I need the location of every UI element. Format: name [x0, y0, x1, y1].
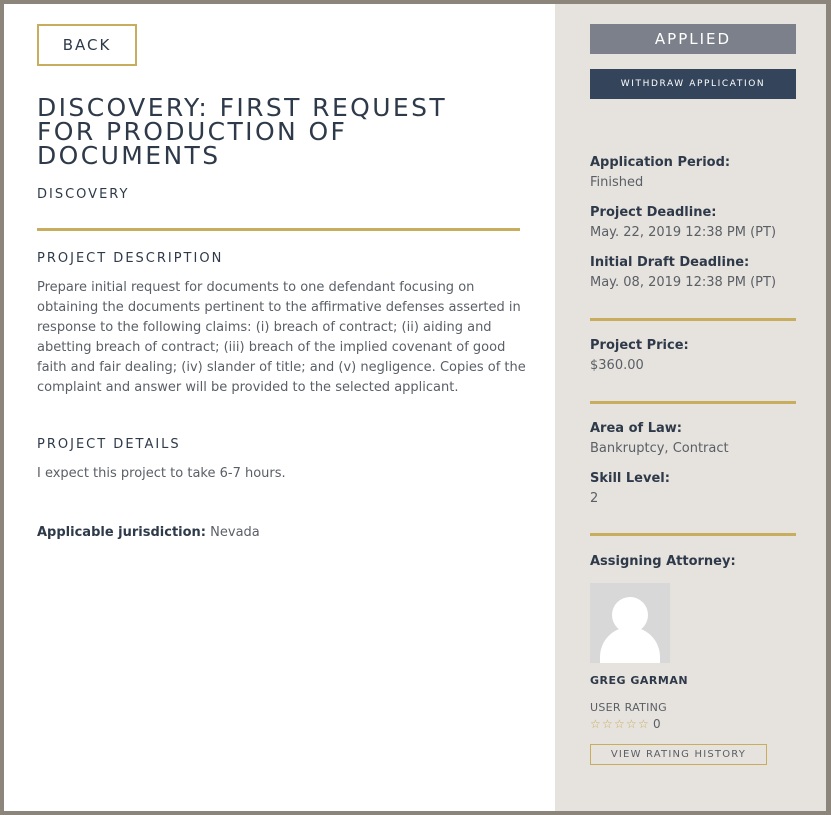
- draft-deadline-label: Initial Draft Deadline:: [590, 255, 750, 270]
- project-description-heading: PROJECT DESCRIPTION: [37, 251, 224, 266]
- star-outline-icon: ☆: [590, 717, 601, 731]
- project-description-text: Prepare initial request for documents to one defendant focusing on obtaining the documents pertinent to the affirmative defenses asserted in response to the following claims: (i) breach of contract; (ii) aiding and abetting breach of contract; (iii) breach of the implied covenant of good faith and fair dealing; (iv) slander of title; and (v) negligence. Copies of the complaint and answer will be provided to the selected applicant.: [37, 280, 526, 395]
- user-rating-stars: [590, 717, 661, 731]
- project-sidebar: [555, 4, 826, 811]
- skill-level-label: Skill Level:: [590, 471, 670, 486]
- star-outline-icon: ☆: [638, 717, 649, 731]
- back-button[interactable]: BACK: [37, 24, 137, 66]
- star-outline-icon: ☆: [626, 717, 637, 731]
- withdraw-application-button[interactable]: WITHDRAW APPLICATION: [590, 69, 796, 99]
- project-title: DISCOVERY: FIRST REQUEST FOR PRODUCTION OF DOCUMENTS: [37, 93, 448, 170]
- project-modal: [4, 4, 826, 811]
- view-rating-history-button[interactable]: VIEW RATING HISTORY: [590, 744, 767, 765]
- jurisdiction-label: Applicable jurisdiction:: [37, 525, 207, 540]
- project-category: DISCOVERY: [37, 187, 130, 202]
- default-user-avatar-icon: [590, 583, 670, 663]
- project-deadline-label: Project Deadline:: [590, 205, 717, 220]
- area-of-law-value: Bankruptcy, Contract: [590, 441, 729, 456]
- project-deadline-value: May. 22, 2019 12:38 PM (PT): [590, 225, 777, 240]
- draft-deadline-value: May. 08, 2019 12:38 PM (PT): [590, 275, 777, 290]
- jurisdiction: [37, 525, 260, 540]
- rating-count: 0: [653, 717, 661, 731]
- project-price-value: $360.00: [590, 358, 644, 373]
- divider: [590, 533, 796, 536]
- skill-level-value: 2: [590, 491, 599, 506]
- assigning-attorney-label: Assigning Attorney:: [590, 554, 736, 569]
- divider: [37, 228, 520, 231]
- project-main-panel: [4, 4, 555, 811]
- project-price-label: Project Price:: [590, 338, 689, 353]
- project-details-text: I expect this project to take 6-7 hours.: [37, 466, 286, 481]
- application-period-label: Application Period:: [590, 155, 731, 170]
- user-rating-label: USER RATING: [590, 701, 668, 714]
- attorney-name[interactable]: GREG GARMAN: [590, 674, 689, 687]
- project-details-heading: PROJECT DETAILS: [37, 437, 181, 452]
- star-outline-icon: ☆: [602, 717, 613, 731]
- status-badge: APPLIED: [590, 24, 796, 54]
- divider: [590, 318, 796, 321]
- jurisdiction-value: Nevada: [210, 525, 260, 540]
- area-of-law-label: Area of Law:: [590, 421, 682, 436]
- application-period-value: Finished: [590, 175, 644, 190]
- divider: [590, 401, 796, 404]
- star-outline-icon: ☆: [614, 717, 625, 731]
